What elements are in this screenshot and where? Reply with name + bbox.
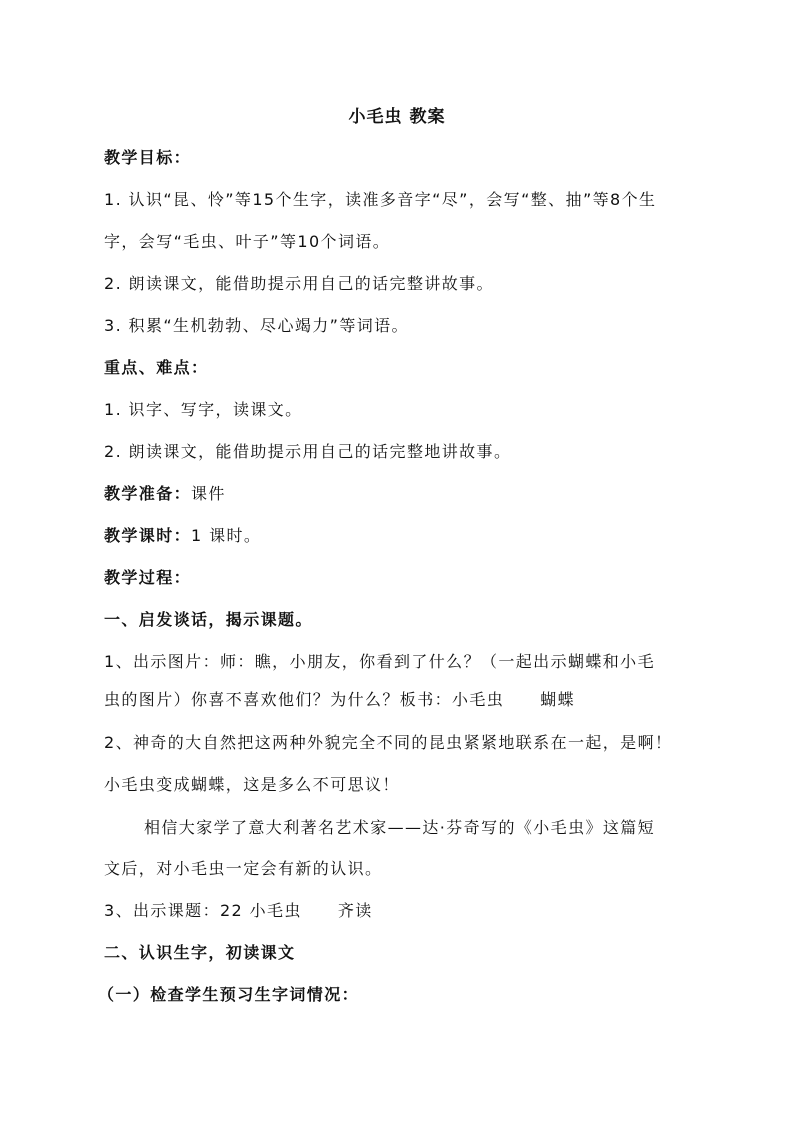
part-1-heading: 一、启发谈话，揭示课题。 (104, 610, 313, 629)
step-1-line-2 (104, 688, 714, 712)
preparation-heading: 教学准备： (104, 484, 192, 503)
duration-heading: 教学课时： (104, 526, 192, 545)
paragraph-line-1: 相信大家学了意大利著名艺术家——达·芬奇写的《小毛虫》这篇短 (144, 818, 656, 837)
step-2-line-1: 2、神奇的大自然把这两种外貌完全不同的昆虫紧紧地联系在一起，是啊！ (104, 733, 673, 752)
step-2-line-2: 小毛虫变成蝴蝶，这是多么不可思议！ (104, 775, 400, 794)
key-points-heading: 重点、难点： (104, 358, 209, 377)
step-3 (104, 899, 714, 923)
objectives-heading: 教学目标： (104, 148, 192, 167)
preparation-line (104, 482, 714, 506)
objective-1-line-1: 1. 认识“昆、怜”等15个生字，读准多音字“尽”，会写“整、抽”等8个生 (104, 190, 657, 209)
key-point-2: 2. 朗读课文，能借助提示用自己的话完整地讲故事。 (104, 442, 512, 461)
subheading-1: （一）检查学生预习生字词情况： (98, 985, 360, 1004)
part-2-heading: 二、认识生字，初读课文 (104, 943, 296, 962)
step-1-line-1: 1、出示图片：师：瞧，小朋友，你看到了什么？（一起出示蝴蝶和小毛 (104, 652, 655, 671)
duration-line (104, 524, 714, 548)
step-1-line-2b: 蝴蝶 (540, 690, 576, 709)
duration-value: 1 课时。 (191, 526, 262, 545)
process-heading: 教学过程： (104, 568, 192, 587)
key-point-1: 1. 识字、写字，读课文。 (104, 400, 303, 419)
preparation-value: 课件 (191, 484, 226, 503)
paragraph-line-2: 文后，对小毛虫一定会有新的认识。 (104, 859, 383, 878)
step-3a: 3、出示课题：22 小毛虫 (104, 901, 302, 920)
objective-3: 3. 积累“生机勃勃、尽心竭力”等词语。 (104, 316, 409, 335)
step-3b: 齐读 (337, 901, 373, 920)
objective-2: 2. 朗读课文，能借助提示用自己的话完整讲故事。 (104, 274, 494, 293)
page-title: 小毛虫 教案 (348, 107, 446, 127)
objective-1-line-2: 字，会写“毛虫、叶子”等10个词语。 (104, 232, 391, 251)
step-1-line-2a: 虫的图片）你喜不喜欢他们？为什么？板书：小毛虫 (104, 690, 505, 709)
